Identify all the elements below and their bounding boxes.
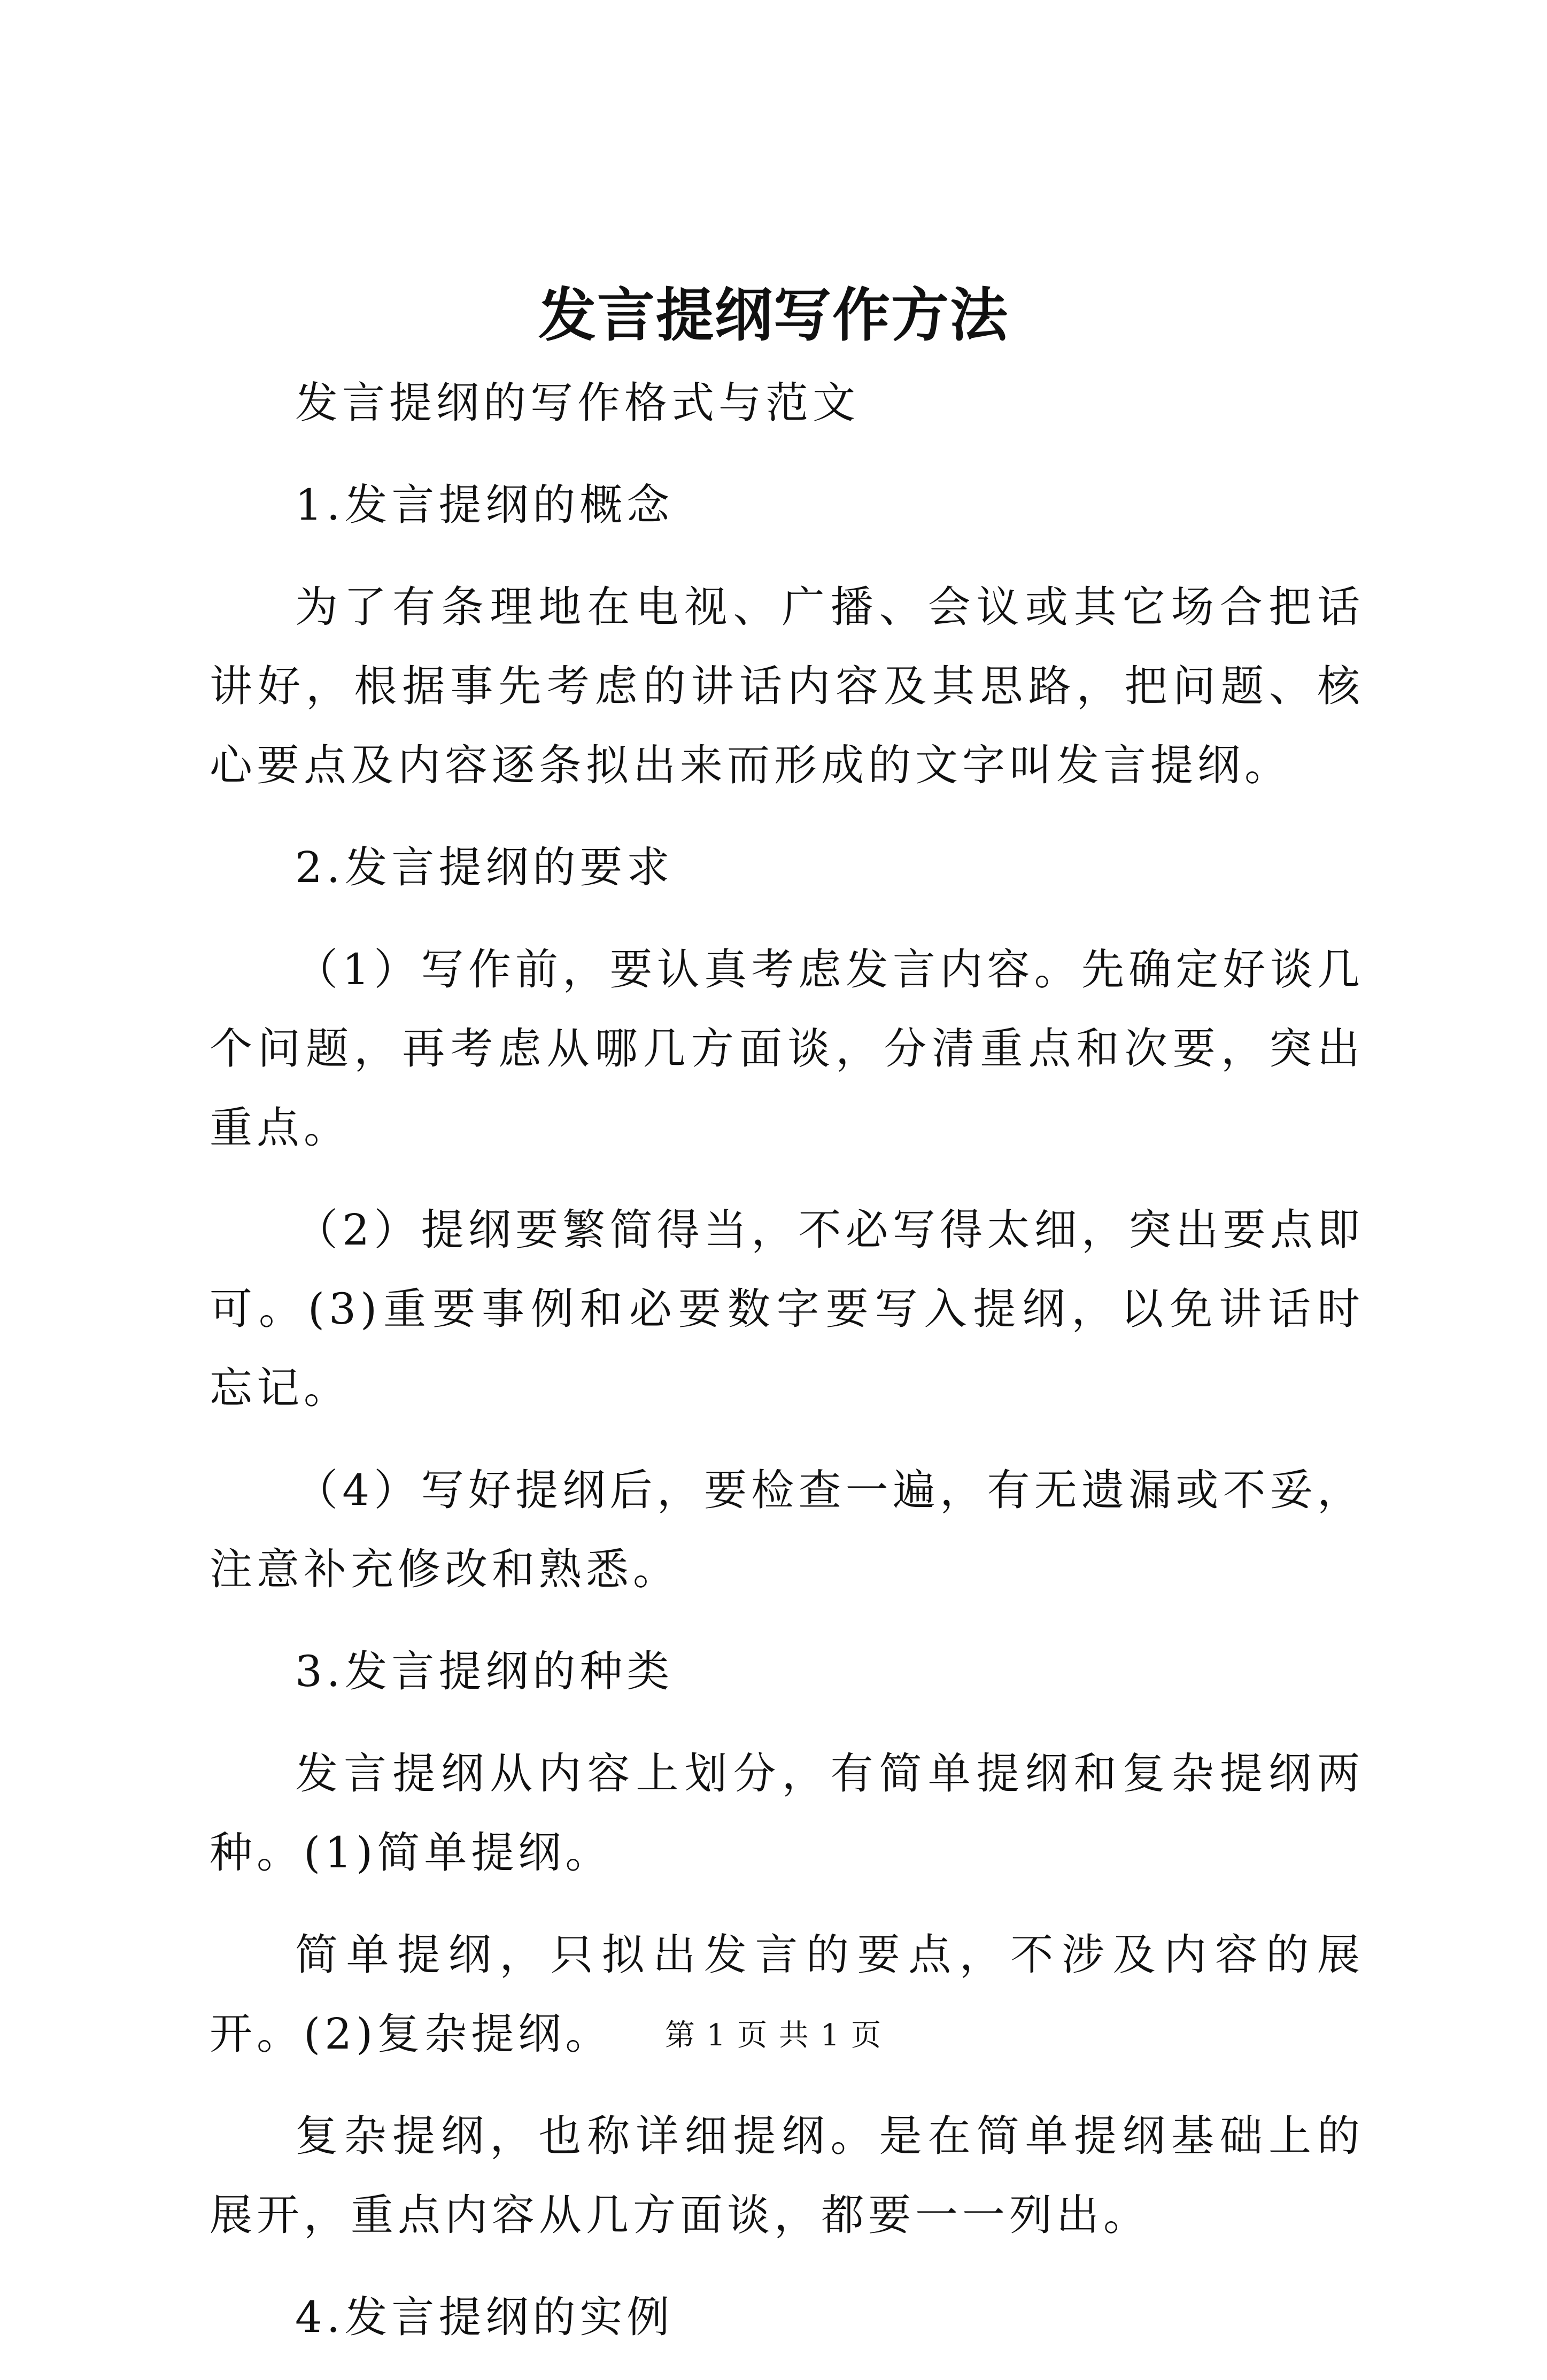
- paragraph: （1）写作前，要认真考虑发言内容。先确定好谈几个问题，再考虑从哪几方面谈，分清重点和次要，突出重点。: [210, 945, 1364, 1153]
- paragraph: （4）写好提纲后，要检查一遍，有无遗漏或不妥，注意补充修改和熟悉。: [210, 1465, 1364, 1594]
- paragraph: 简单提纲，只拟出发言的要点，不涉及内容的展开。(2)复杂提纲。: [210, 1930, 1364, 2059]
- section-heading-2: 2.发言提纲的要求: [295, 843, 674, 892]
- page-footer: 第 1 页 共 1 页: [664, 2018, 883, 2053]
- paragraph-subtitle: 发言提纲的写作格式与范文: [295, 378, 860, 428]
- section-heading-3: 3.发言提纲的种类: [295, 1647, 674, 1696]
- paragraph: （2）提纲要繁简得当，不必写得太细，突出要点即可。(3)重要事例和必要数字要写入提纲，以免讲话时忘记。: [210, 1205, 1364, 1413]
- paragraph: 为了有条理地在电视、广播、会议或其它场合把话讲好，根据事先考虑的讲话内容及其思路，把问题、核心要点及内容逐条拟出来而形成的文字叫发言提纲。: [210, 582, 1364, 790]
- section-heading-1: 1.发言提纲的概念: [295, 480, 674, 530]
- section-heading-4: 4.发言提纲的实例: [295, 2292, 674, 2342]
- document-body: [210, 364, 1364, 2380]
- paragraph: 发言提纲从内容上划分，有简单提纲和复杂提纲两种。(1)简单提纲。: [210, 1749, 1364, 1877]
- document-title: 发言提纲写作方法: [538, 282, 1009, 349]
- paragraph: 复杂提纲，也称详细提纲。是在简单提纲基础上的展开，重点内容从几方面谈，都要一一列出。: [210, 2111, 1364, 2240]
